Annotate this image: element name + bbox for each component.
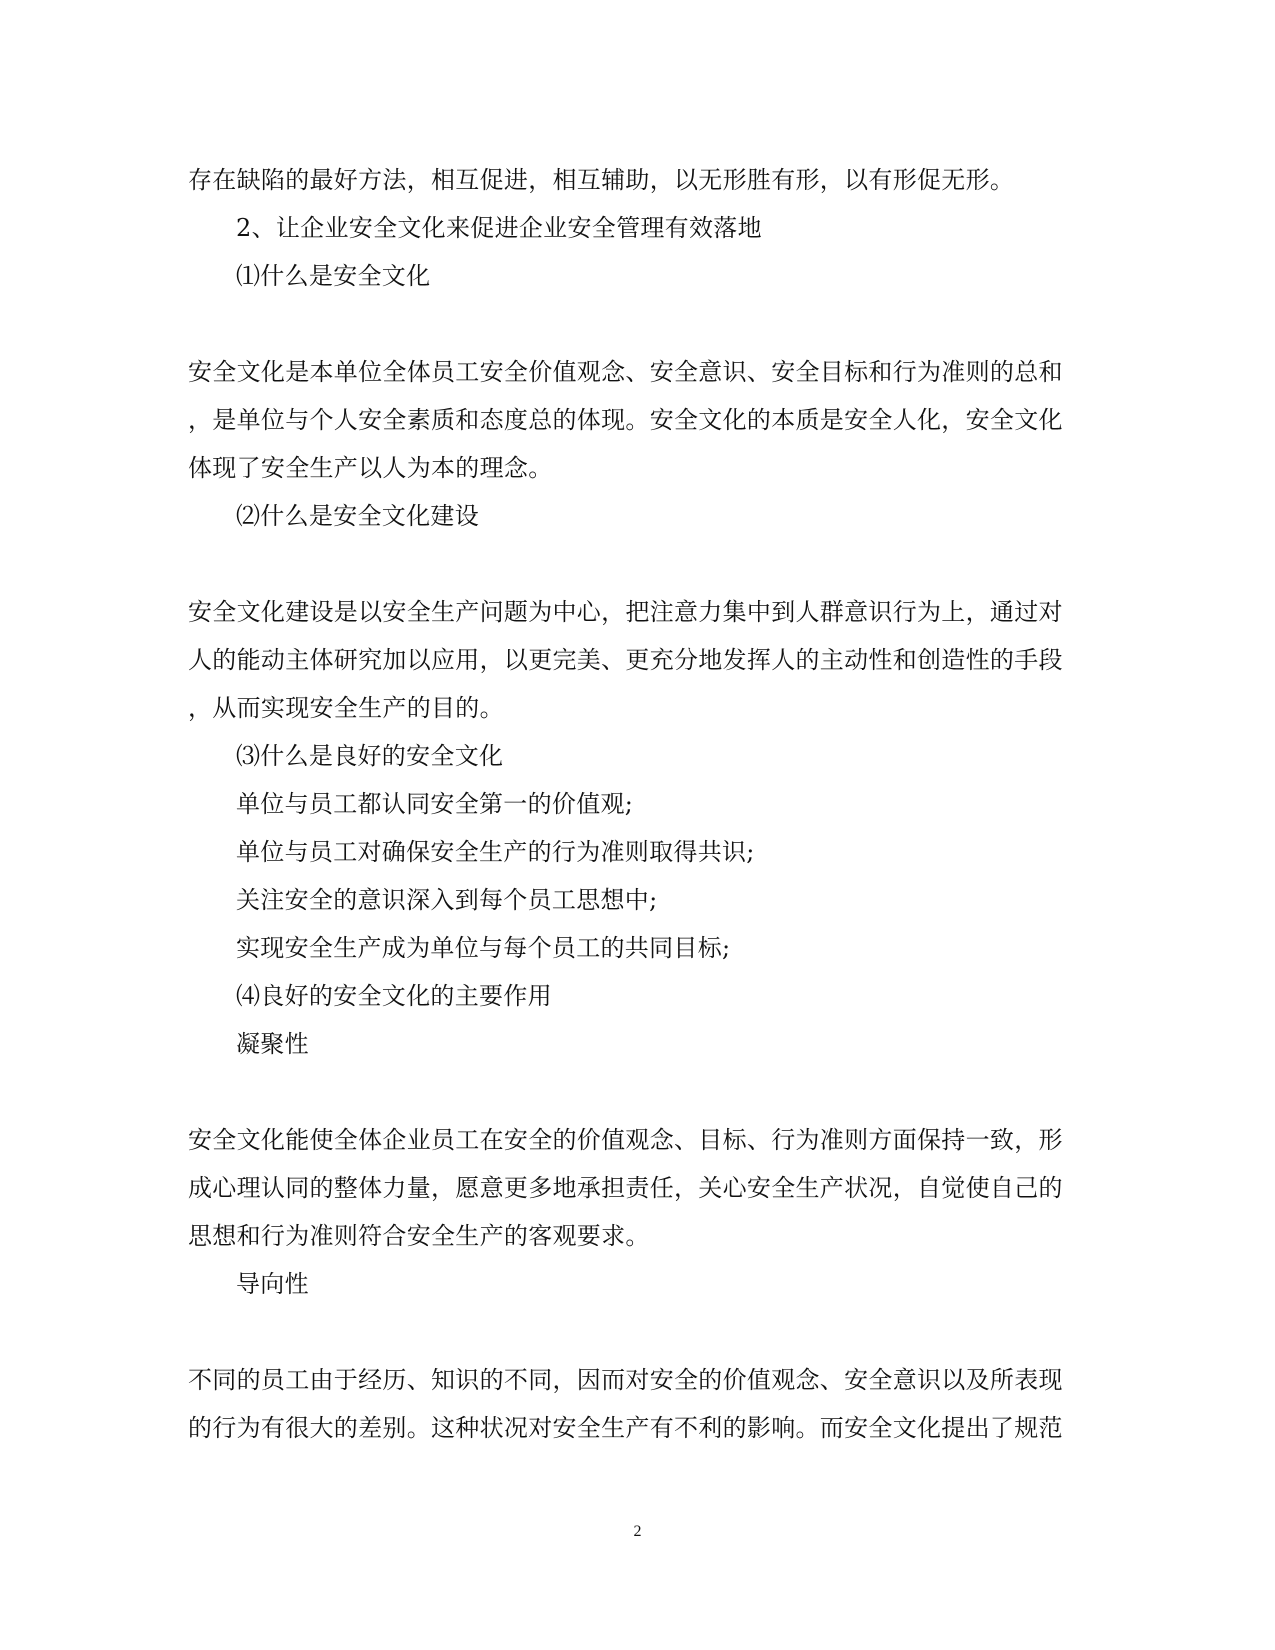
paragraph-line: ，从而实现安全生产的目的。 bbox=[188, 694, 504, 722]
paragraph-line: 安全文化能使全体企业员工在安全的价值观念、目标、行为准则方面保持一致，形 bbox=[188, 1126, 1063, 1154]
page-number: 2 bbox=[633, 1523, 642, 1540]
list-item: 单位与员工对确保安全生产的行为准则取得共识; bbox=[236, 838, 755, 866]
subsection-heading: ⑵什么是安全文化建设 bbox=[236, 502, 479, 530]
paragraph-line: 存在缺陷的最好方法，相互促进，相互辅助，以无形胜有形，以有形促无形。 bbox=[188, 166, 1015, 194]
paragraph-line: 不同的员工由于经历、知识的不同，因而对安全的价值观念、安全意识以及所表现 bbox=[188, 1366, 1063, 1394]
paragraph-line: 人的能动主体研究加以应用，以更完美、更充分地发挥人的主动性和创造性的手段 bbox=[188, 646, 1063, 674]
subsection-heading: ⑷良好的安全文化的主要作用 bbox=[236, 982, 552, 1010]
term-heading: 导向性 bbox=[236, 1270, 309, 1298]
paragraph-line: ，是单位与个人安全素质和态度总的体现。安全文化的本质是安全人化，安全文化 bbox=[188, 406, 1063, 434]
term-heading: 凝聚性 bbox=[236, 1030, 309, 1058]
section-heading: 2、让企业安全文化来促进企业安全管理有效落地 bbox=[236, 214, 762, 242]
subsection-heading: ⑶什么是良好的安全文化 bbox=[236, 742, 504, 770]
paragraph-line: 的行为有很大的差别。这种状况对安全生产有不利的影响。而安全文化提出了规范 bbox=[188, 1414, 1063, 1442]
paragraph-line: 安全文化建设是以安全生产问题为中心，把注意力集中到人群意识行为上，通过对 bbox=[188, 598, 1063, 626]
list-item: 单位与员工都认同安全第一的价值观; bbox=[236, 790, 634, 818]
subsection-heading: ⑴什么是安全文化 bbox=[236, 262, 431, 290]
paragraph-line: 思想和行为准则符合安全生产的客观要求。 bbox=[188, 1222, 650, 1250]
list-item: 关注安全的意识深入到每个员工思想中; bbox=[236, 886, 658, 914]
list-item: 实现安全生产成为单位与每个员工的共同目标; bbox=[236, 934, 731, 962]
paragraph-line: 安全文化是本单位全体员工安全价值观念、安全意识、安全目标和行为准则的总和 bbox=[188, 358, 1063, 386]
paragraph-line: 成心理认同的整体力量，愿意更多地承担责任，关心安全生产状况，自觉使自己的 bbox=[188, 1174, 1063, 1202]
paragraph-line: 体现了安全生产以人为本的理念。 bbox=[188, 454, 553, 482]
